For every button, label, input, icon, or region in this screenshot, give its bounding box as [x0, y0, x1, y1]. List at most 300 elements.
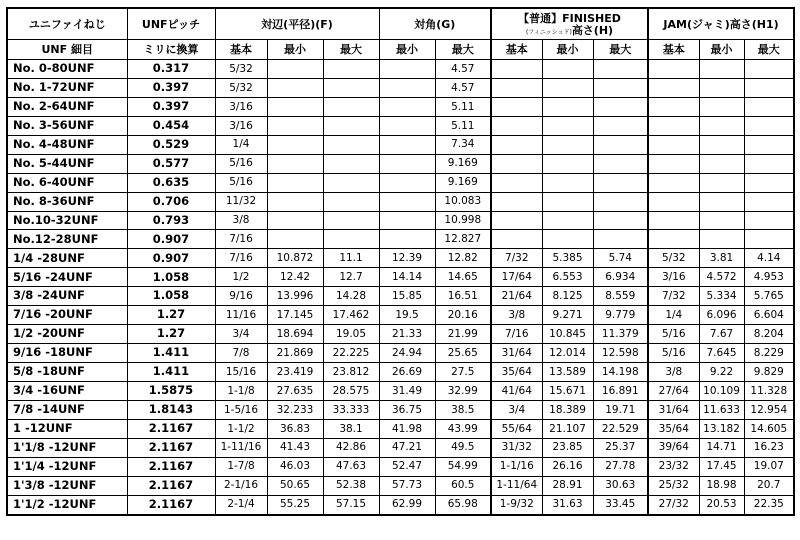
- table-cell: 49.5: [435, 438, 491, 457]
- table-row: [7, 116, 794, 135]
- subheader-max: 最大: [435, 40, 491, 60]
- table-cell: [648, 230, 699, 249]
- table-cell: 17/64: [491, 268, 542, 287]
- table-cell: 1-1/8: [215, 381, 267, 400]
- table-cell: 12.827: [435, 230, 491, 249]
- table-cell: 57.15: [323, 495, 379, 514]
- table-cell: 2-1/16: [215, 476, 267, 495]
- subheader-basic: 基本: [648, 40, 699, 60]
- table-cell: [323, 135, 379, 154]
- table-cell: [267, 230, 323, 249]
- table-cell: 11/32: [215, 192, 267, 211]
- table-cell: 36.75: [379, 400, 435, 419]
- table-body: [7, 60, 794, 515]
- table-cell: 38.5: [435, 400, 491, 419]
- table-cell: 5.385: [542, 249, 593, 268]
- table-row: [7, 438, 794, 457]
- thread-size-cell: No. 3-56UNF: [7, 116, 127, 135]
- table-cell: [648, 173, 699, 192]
- table-cell: 36.83: [267, 419, 323, 438]
- table-cell: 8.559: [593, 287, 648, 306]
- table-cell: [699, 154, 744, 173]
- table-cell: 1/2: [215, 268, 267, 287]
- table-cell: 12.82: [435, 249, 491, 268]
- table-cell: 25.65: [435, 344, 491, 363]
- table-cell: [542, 173, 593, 192]
- table-row: [7, 173, 794, 192]
- thread-size-cell: No. 4-48UNF: [7, 135, 127, 154]
- table-cell: [379, 230, 435, 249]
- table-cell: 14.198: [593, 363, 648, 382]
- table-cell: 7/8: [215, 344, 267, 363]
- table-cell: [744, 173, 794, 192]
- table-cell: 12.42: [267, 268, 323, 287]
- table-cell: 32.233: [267, 400, 323, 419]
- table-cell: [593, 97, 648, 116]
- table-cell: 31.49: [379, 381, 435, 400]
- table-cell: 54.99: [435, 457, 491, 476]
- thread-size-cell: No.10-32UNF: [7, 211, 127, 230]
- table-cell: 4.572: [699, 268, 744, 287]
- table-cell: 6.604: [744, 306, 794, 325]
- table-cell: 8.204: [744, 325, 794, 344]
- table-cell: 52.47: [379, 457, 435, 476]
- table-cell: 21/64: [491, 287, 542, 306]
- pitch-mm-cell: 0.529: [127, 135, 215, 154]
- pitch-mm-cell: 1.27: [127, 325, 215, 344]
- table-cell: 27.78: [593, 457, 648, 476]
- finished-subtitle: [492, 25, 647, 36]
- table-cell: 41.98: [379, 419, 435, 438]
- thread-size-cell: No.12-28UNF: [7, 230, 127, 249]
- table-row: [7, 306, 794, 325]
- thread-size-cell: 9/16 -18UNF: [7, 344, 127, 363]
- table-cell: [593, 78, 648, 97]
- subheader-min: 最小: [267, 40, 323, 60]
- thread-size-cell: 1'1/2 -12UNF: [7, 495, 127, 514]
- table-cell: 5/16: [648, 344, 699, 363]
- table-cell: [542, 230, 593, 249]
- table-cell: 38.1: [323, 419, 379, 438]
- table-row: [7, 60, 794, 79]
- table-cell: [744, 230, 794, 249]
- pitch-mm-cell: 2.1167: [127, 476, 215, 495]
- table-cell: [379, 116, 435, 135]
- table-cell: 27.635: [267, 381, 323, 400]
- table-row: [7, 400, 794, 419]
- table-cell: 20.53: [699, 495, 744, 514]
- table-cell: 1-5/16: [215, 400, 267, 419]
- table-cell: 31.63: [542, 495, 593, 514]
- header-width-across-corners: 対角(G): [379, 8, 491, 40]
- pitch-mm-cell: 0.397: [127, 78, 215, 97]
- table-cell: [323, 230, 379, 249]
- table-cell: [648, 154, 699, 173]
- table-cell: 10.998: [435, 211, 491, 230]
- table-cell: 19.05: [323, 325, 379, 344]
- thread-size-cell: 3/4 -16UNF: [7, 381, 127, 400]
- table-cell: 35/64: [491, 363, 542, 382]
- table-cell: [323, 192, 379, 211]
- table-cell: 9.22: [699, 363, 744, 382]
- table-cell: [593, 60, 648, 79]
- table-cell: [648, 211, 699, 230]
- table-row: [7, 495, 794, 514]
- table-cell: [267, 173, 323, 192]
- table-cell: [593, 116, 648, 135]
- table-row: [7, 344, 794, 363]
- table-row: [7, 325, 794, 344]
- table-cell: 14.14: [379, 268, 435, 287]
- table-cell: [267, 60, 323, 79]
- table-cell: [593, 173, 648, 192]
- table-row: [7, 268, 794, 287]
- table-cell: 55/64: [491, 419, 542, 438]
- table-cell: 10.083: [435, 192, 491, 211]
- table-row: [7, 97, 794, 116]
- table-cell: 14.71: [699, 438, 744, 457]
- table-cell: 25.37: [593, 438, 648, 457]
- table-cell: 18.98: [699, 476, 744, 495]
- table-cell: 39/64: [648, 438, 699, 457]
- finished-title: 【普通】FINISHED: [518, 11, 621, 25]
- table-cell: 3/4: [215, 325, 267, 344]
- table-cell: [542, 60, 593, 79]
- table-cell: 14.65: [435, 268, 491, 287]
- table-cell: 4.953: [744, 268, 794, 287]
- pitch-mm-cell: 1.411: [127, 344, 215, 363]
- table-cell: 17.462: [323, 306, 379, 325]
- table-cell: 11.379: [593, 325, 648, 344]
- table-cell: 11.328: [744, 381, 794, 400]
- table-cell: 50.65: [267, 476, 323, 495]
- table-cell: [323, 173, 379, 192]
- table-row: [7, 211, 794, 230]
- table-cell: [542, 97, 593, 116]
- table-cell: [744, 78, 794, 97]
- pitch-mm-cell: 0.317: [127, 60, 215, 79]
- subheader-max: 最大: [323, 40, 379, 60]
- table-cell: [267, 211, 323, 230]
- table-cell: 32.99: [435, 381, 491, 400]
- table-cell: 13.589: [542, 363, 593, 382]
- table-cell: 3/4: [491, 400, 542, 419]
- table-cell: [593, 135, 648, 154]
- table-cell: 43.99: [435, 419, 491, 438]
- table-cell: 14.605: [744, 419, 794, 438]
- table-cell: 14.28: [323, 287, 379, 306]
- table-cell: 1-11/16: [215, 438, 267, 457]
- table-cell: 41/64: [491, 381, 542, 400]
- table-cell: [648, 135, 699, 154]
- table-cell: [379, 97, 435, 116]
- pitch-mm-cell: 1.058: [127, 268, 215, 287]
- table-cell: 42.86: [323, 438, 379, 457]
- table-cell: 1-11/64: [491, 476, 542, 495]
- pitch-mm-cell: 0.397: [127, 97, 215, 116]
- table-cell: 7/16: [491, 325, 542, 344]
- table-cell: 26.69: [379, 363, 435, 382]
- pitch-mm-cell: 1.058: [127, 287, 215, 306]
- table-cell: [744, 135, 794, 154]
- pitch-mm-cell: 2.1167: [127, 419, 215, 438]
- table-cell: [491, 60, 542, 79]
- header-jam-height: JAM(ジャミ)高さ(H1): [648, 8, 794, 40]
- table-cell: 16.891: [593, 381, 648, 400]
- table-cell: [323, 60, 379, 79]
- table-cell: [491, 211, 542, 230]
- table-cell: 3/16: [215, 97, 267, 116]
- table-cell: 22.225: [323, 344, 379, 363]
- table-cell: 11/16: [215, 306, 267, 325]
- table-cell: 6.096: [699, 306, 744, 325]
- subheader-min: 最小: [699, 40, 744, 60]
- table-cell: [648, 116, 699, 135]
- table-cell: 21.99: [435, 325, 491, 344]
- table-cell: 8.125: [542, 287, 593, 306]
- table-cell: 27.5: [435, 363, 491, 382]
- table-cell: 5.334: [699, 287, 744, 306]
- table-cell: 46.03: [267, 457, 323, 476]
- table-cell: 31/64: [491, 344, 542, 363]
- table-cell: [648, 60, 699, 79]
- table-cell: 31/32: [491, 438, 542, 457]
- subheader-max: 最大: [744, 40, 794, 60]
- table-cell: 7.34: [435, 135, 491, 154]
- table-cell: [699, 211, 744, 230]
- table-cell: [648, 78, 699, 97]
- table-cell: [542, 211, 593, 230]
- table-cell: 60.5: [435, 476, 491, 495]
- table-cell: [542, 192, 593, 211]
- table-cell: [379, 192, 435, 211]
- thread-size-cell: 1/4 -28UNF: [7, 249, 127, 268]
- table-row: [7, 381, 794, 400]
- table-header: [7, 8, 794, 60]
- table-cell: 3/16: [215, 116, 267, 135]
- pitch-mm-cell: 1.8143: [127, 400, 215, 419]
- table-cell: [379, 60, 435, 79]
- table-cell: 19.71: [593, 400, 648, 419]
- pitch-mm-cell: 0.454: [127, 116, 215, 135]
- table-cell: 1/4: [215, 135, 267, 154]
- thread-size-cell: 1'1/8 -12UNF: [7, 438, 127, 457]
- table-cell: [323, 78, 379, 97]
- table-cell: 62.99: [379, 495, 435, 514]
- table-cell: 6.934: [593, 268, 648, 287]
- pitch-mm-cell: 2.1167: [127, 457, 215, 476]
- table-cell: 9.271: [542, 306, 593, 325]
- pitch-mm-cell: 1.5875: [127, 381, 215, 400]
- table-cell: 27/64: [648, 381, 699, 400]
- table-cell: [379, 78, 435, 97]
- table-cell: [542, 154, 593, 173]
- unf-nut-dimension-table: [6, 7, 795, 516]
- table-cell: 18.389: [542, 400, 593, 419]
- table-cell: 21.33: [379, 325, 435, 344]
- table-cell: 11.1: [323, 249, 379, 268]
- table-cell: 6.553: [542, 268, 593, 287]
- table-cell: 16.51: [435, 287, 491, 306]
- table-cell: [542, 78, 593, 97]
- table-cell: 12.598: [593, 344, 648, 363]
- table-cell: 13.996: [267, 287, 323, 306]
- table-cell: [542, 135, 593, 154]
- table-cell: [699, 78, 744, 97]
- table-row: [7, 249, 794, 268]
- thread-size-cell: 5/16 -24UNF: [7, 268, 127, 287]
- table-cell: [648, 192, 699, 211]
- table-cell: 7/16: [215, 249, 267, 268]
- table-cell: 33.45: [593, 495, 648, 514]
- table-cell: 33.333: [323, 400, 379, 419]
- table-cell: [593, 211, 648, 230]
- table-cell: [699, 173, 744, 192]
- table-cell: [491, 116, 542, 135]
- table-row: [7, 457, 794, 476]
- table-cell: [744, 116, 794, 135]
- header-pitch: UNFピッチ: [127, 8, 215, 40]
- thread-size-cell: No. 1-72UNF: [7, 78, 127, 97]
- table-cell: [379, 135, 435, 154]
- table-cell: 3.81: [699, 249, 744, 268]
- subheader-basic: 基本: [215, 40, 267, 60]
- table-cell: 3/8: [491, 306, 542, 325]
- thread-size-cell: No. 5-44UNF: [7, 154, 127, 173]
- thread-size-cell: 1 -12UNF: [7, 419, 127, 438]
- table-cell: 26.16: [542, 457, 593, 476]
- table-row: [7, 78, 794, 97]
- table-cell: 5/32: [215, 60, 267, 79]
- table-cell: 15.85: [379, 287, 435, 306]
- table-cell: [744, 192, 794, 211]
- table-row: [7, 192, 794, 211]
- table-cell: 28.91: [542, 476, 593, 495]
- table-cell: 12.7: [323, 268, 379, 287]
- table-cell: [379, 211, 435, 230]
- table-cell: 19.5: [379, 306, 435, 325]
- table-cell: [699, 192, 744, 211]
- table-cell: [491, 78, 542, 97]
- table-cell: [267, 192, 323, 211]
- table-cell: 5.11: [435, 97, 491, 116]
- table-cell: 1-1/2: [215, 419, 267, 438]
- thread-size-cell: No. 6-40UNF: [7, 173, 127, 192]
- table-cell: [593, 230, 648, 249]
- table-cell: 12.954: [744, 400, 794, 419]
- table-cell: 10.872: [267, 249, 323, 268]
- table-cell: 10.845: [542, 325, 593, 344]
- table-cell: 17.145: [267, 306, 323, 325]
- table-cell: [744, 97, 794, 116]
- table-cell: 12.014: [542, 344, 593, 363]
- table-cell: 7/32: [648, 287, 699, 306]
- table-cell: 27/32: [648, 495, 699, 514]
- pitch-mm-cell: 0.907: [127, 230, 215, 249]
- table-cell: 4.57: [435, 78, 491, 97]
- table-row: [7, 230, 794, 249]
- subheader-basic: 基本: [491, 40, 542, 60]
- table-cell: 11.633: [699, 400, 744, 419]
- subheader-size: UNF 細目: [7, 40, 127, 60]
- table-cell: 30.63: [593, 476, 648, 495]
- table-cell: 21.869: [267, 344, 323, 363]
- table-cell: 20.7: [744, 476, 794, 495]
- pitch-mm-cell: 2.1167: [127, 438, 215, 457]
- thread-size-cell: 1'3/8 -12UNF: [7, 476, 127, 495]
- table-cell: [267, 116, 323, 135]
- table-cell: [744, 60, 794, 79]
- pitch-mm-cell: 0.706: [127, 192, 215, 211]
- table-cell: [491, 97, 542, 116]
- table-cell: [593, 154, 648, 173]
- table-cell: 5.11: [435, 116, 491, 135]
- subheader-min: 最小: [379, 40, 435, 60]
- table-cell: [699, 97, 744, 116]
- table-cell: 4.14: [744, 249, 794, 268]
- table-cell: 5/16: [215, 173, 267, 192]
- table-cell: 13.182: [699, 419, 744, 438]
- table-cell: [491, 154, 542, 173]
- table-cell: [593, 192, 648, 211]
- table-row: [7, 476, 794, 495]
- table-cell: [699, 135, 744, 154]
- table-cell: 28.575: [323, 381, 379, 400]
- subheader-max: 最大: [593, 40, 648, 60]
- table-cell: 3/8: [648, 363, 699, 382]
- table-cell: 5/16: [648, 325, 699, 344]
- table-cell: 20.16: [435, 306, 491, 325]
- table-cell: 23.419: [267, 363, 323, 382]
- thread-size-cell: No. 2-64UNF: [7, 97, 127, 116]
- header-finished-height: [491, 8, 648, 40]
- table-cell: 18.694: [267, 325, 323, 344]
- table-cell: 22.35: [744, 495, 794, 514]
- table-cell: 25/32: [648, 476, 699, 495]
- table-cell: 9.169: [435, 173, 491, 192]
- table-row: [7, 287, 794, 306]
- table-cell: [699, 116, 744, 135]
- header-width-across-flats: 対辺(平径)(F): [215, 8, 379, 40]
- table-cell: 9.829: [744, 363, 794, 382]
- table-cell: 2-1/4: [215, 495, 267, 514]
- thread-size-cell: 1/2 -20UNF: [7, 325, 127, 344]
- thread-size-cell: 3/8 -24UNF: [7, 287, 127, 306]
- table-cell: 5/32: [215, 78, 267, 97]
- table-cell: [379, 173, 435, 192]
- pitch-mm-cell: 0.635: [127, 173, 215, 192]
- table-cell: 1-7/8: [215, 457, 267, 476]
- table-row: [7, 419, 794, 438]
- table-cell: 3/16: [648, 268, 699, 287]
- thread-size-cell: 5/8 -18UNF: [7, 363, 127, 382]
- pitch-mm-cell: 0.793: [127, 211, 215, 230]
- table-cell: 8.229: [744, 344, 794, 363]
- table-cell: 7/16: [215, 230, 267, 249]
- table-cell: 24.94: [379, 344, 435, 363]
- table-cell: 23/32: [648, 457, 699, 476]
- table-cell: 7/32: [491, 249, 542, 268]
- table-cell: 5/16: [215, 154, 267, 173]
- table-cell: 47.21: [379, 438, 435, 457]
- table-cell: 21.107: [542, 419, 593, 438]
- table-cell: [491, 192, 542, 211]
- header-size: ユニファイねじ: [7, 8, 127, 40]
- table-cell: [491, 135, 542, 154]
- table-cell: 55.25: [267, 495, 323, 514]
- table-cell: 17.45: [699, 457, 744, 476]
- table-cell: 3/8: [215, 211, 267, 230]
